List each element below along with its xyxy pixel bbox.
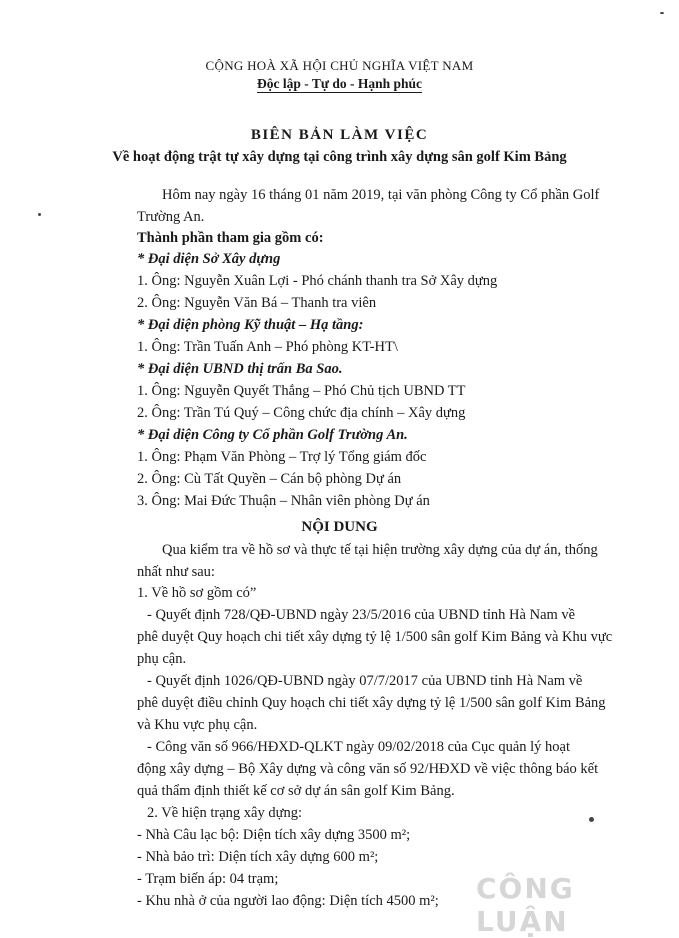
group3-member-2: 2. Ông: Trần Tú Quý – Công chức địa chính – Xây dựng [137, 405, 466, 421]
section1-item-a-line-2: phê duyệt Quy hoạch chi tiết xây dựng tỷ lệ 1/500 sân golf Kim Bảng và Khu vực [137, 629, 613, 645]
group-heading-technical-dept: * Đại diện phòng Kỹ thuật – Hạ tầng: [137, 317, 364, 333]
group4-member-3: 3. Ông: Mai Đức Thuận – Nhân viên phòng Dự án [137, 493, 430, 509]
national-title: CỘNG HOÀ XÃ HỘI CHỦ NGHĨA VIỆT NAM [205, 58, 474, 73]
participants-heading: Thành phần tham gia gồm có: [137, 230, 324, 246]
group-heading-town-committee: * Đại diện UBND thị trấn Ba Sao. [137, 361, 343, 377]
content-line-2: nhất như sau: [137, 564, 215, 580]
scan-speck [589, 817, 594, 822]
group4-member-2: 2. Ông: Cù Tất Quyền – Cán bộ phòng Dự án [137, 471, 402, 487]
group1-member-1: 1. Ông: Nguyễn Xuân Lợi - Phó chánh thanh tra Sở Xây dựng [137, 273, 498, 289]
group3-member-1: 1. Ông: Nguyễn Quyết Thắng – Phó Chủ tịch UBND TT [137, 383, 466, 399]
section2-item-substation: - Trạm biến áp: 04 trạm; [137, 871, 279, 887]
intro-line-2: Trường An. [137, 209, 205, 225]
scan-speck [38, 213, 41, 216]
section1-item-c-line-3: quả thẩm định thiết kế cơ sở dự án sân golf Kim Bảng. [137, 783, 455, 799]
section2-heading: 2. Về hiện trạng xây dựng: [147, 805, 302, 821]
content-heading: NỘI DUNG [301, 519, 378, 535]
section2-item-maintenance: - Nhà bảo trì: Diện tích xây dựng 600 m²; [137, 849, 379, 865]
section1-item-a-line-3: phụ cận. [137, 651, 187, 667]
group4-member-1: 1. Ông: Phạm Văn Phòng – Trợ lý Tổng giám đốc [137, 449, 427, 465]
section2-item-worker-housing: - Khu nhà ở của người lao động: Diện tích 4500 m²; [137, 893, 439, 909]
section2-item-clubhouse: - Nhà Câu lạc bộ: Diện tích xây dựng 3500 m²; [137, 827, 411, 843]
section1-item-b-line-2: phê duyệt điều chỉnh Quy hoạch chi tiết xây dựng tỷ lệ 1/500 sân golf Kim Bảng [137, 695, 606, 711]
section1-item-a-line-1: - Quyết định 728/QĐ-UBND ngày 23/5/2016 của UBND tỉnh Hà Nam về [147, 607, 576, 623]
document-subtitle: Về hoạt động trật tự xây dựng tại công trình xây dựng sân golf Kim Bảng [112, 149, 567, 165]
section1-item-c-line-2: động xây dựng – Bộ Xây dựng và công văn số 92/HĐXD về việc thông báo kết [137, 761, 599, 777]
content-line-1: Qua kiểm tra về hồ sơ và thực tế tại hiện trường xây dựng của dự án, thống [162, 542, 598, 558]
section1-item-c-line-1: - Công văn số 966/HĐXD-QLKT ngày 09/02/2018 của Cục quản lý hoạt [147, 739, 570, 755]
scan-speck [660, 12, 664, 14]
section1-item-b-line-1: - Quyết định 1026/QĐ-UBND ngày 07/7/2017 của UBND tỉnh Hà Nam về [147, 673, 583, 689]
group1-member-2: 2. Ông: Nguyễn Văn Bá – Thanh tra viên [137, 295, 377, 311]
section1-item-b-line-3: và Khu vực phụ cận. [137, 717, 258, 733]
document-title: BIÊN BẢN LÀM VIỆC [250, 127, 429, 143]
motto-text: Độc lập - Tự do - Hạnh phúc [256, 76, 423, 91]
group-heading-golf-company: * Đại diện Công ty Cổ phần Golf Trường An. [137, 427, 408, 443]
intro-line-1: Hôm nay ngày 16 tháng 01 năm 2019, tại văn phòng Công ty Cổ phần Golf [162, 187, 600, 203]
group-heading-construction-dept: * Đại diện Sở Xây dựng [137, 251, 281, 267]
section1-heading: 1. Về hồ sơ gồm có” [137, 585, 257, 601]
group2-member-1: 1. Ông: Trần Tuấn Anh – Phó phòng KT-HT\ [137, 339, 398, 355]
watermark-logo: CÔNG LUẬN [476, 872, 575, 938]
